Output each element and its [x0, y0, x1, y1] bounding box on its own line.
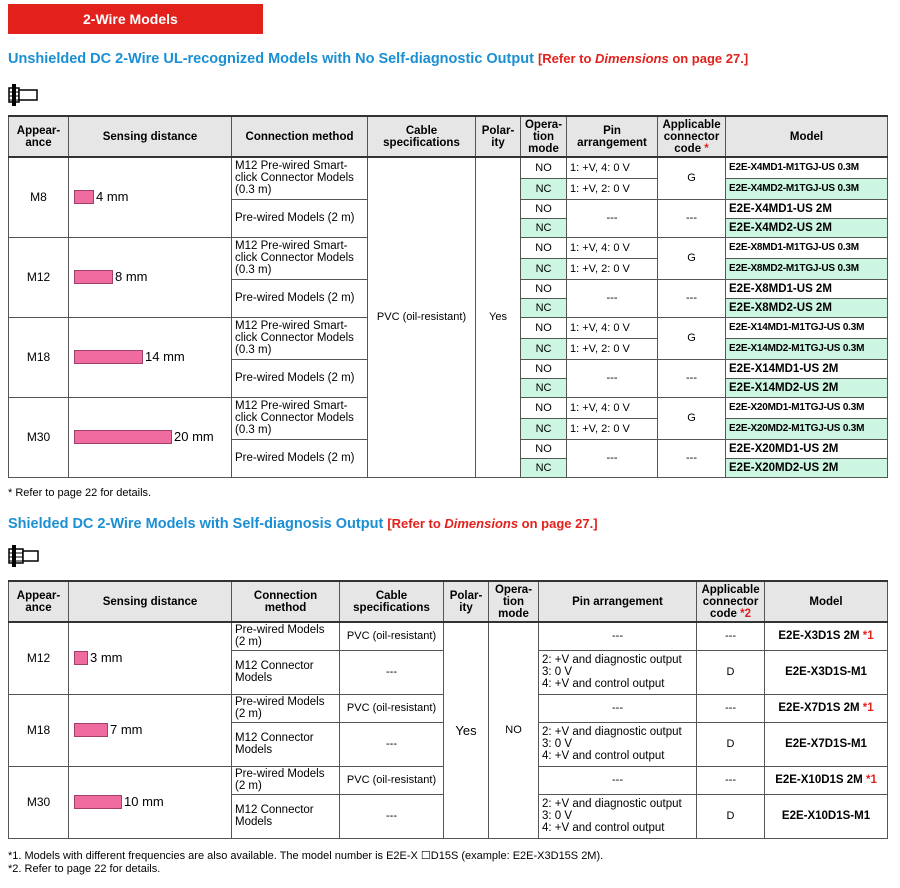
pin-arrangement-m12 [539, 722, 697, 766]
header-pin-arrangement: Pin arrangement [567, 116, 658, 157]
sensing-distance-bar-wrap [72, 794, 228, 810]
pin-arrangement-none: --- [567, 279, 658, 317]
polarity-cell: Yes [476, 157, 521, 477]
cable-spec-pvc: PVC (oil-resistant) [340, 766, 444, 794]
header-connector-code: Applicable connector code *2 [697, 581, 765, 622]
model-number: E2E-X4MD2-M1TGJ-US 0.3M [726, 178, 888, 199]
sensing-distance-value: 10 mm [124, 794, 164, 809]
model-number: E2E-X8MD2-M1TGJ-US 0.3M [726, 258, 888, 279]
pin-arrangement-none: --- [539, 622, 697, 650]
sensing-distance-cell [69, 157, 232, 237]
model-number: E2E-X8MD2-US 2M [726, 298, 888, 317]
connector-code-none: --- [697, 622, 765, 650]
sensing-distance-bar-wrap [72, 189, 228, 205]
header-model: Model [765, 581, 888, 622]
sensing-distance-cell [69, 766, 232, 838]
sensing-distance-bar [74, 270, 113, 284]
model-number: E2E-X20MD1-US 2M [726, 439, 888, 458]
model-number: E2E-X20MD2-M1TGJ-US 0.3M [726, 418, 888, 439]
header-pin-arrangement: Pin arrangement [539, 581, 697, 622]
appearance-cell: M12 [9, 237, 69, 317]
unshielded-sensor-icon [8, 84, 42, 106]
sensing-distance-value: 20 mm [174, 429, 214, 444]
model-number: E2E-X4MD2-US 2M [726, 218, 888, 237]
connector-code-d: D [697, 650, 765, 694]
connector-code-none: --- [658, 439, 726, 477]
pin-arrangement-no: 1: +V, 4: 0 V [567, 397, 658, 418]
header-connector-code: Applicable connector code * [658, 116, 726, 157]
connection-method-smart-click: M12 Pre-wired Smart-click Connector Models (0.3 m) [232, 237, 368, 279]
model-number: E2E-X14MD2-US 2M [726, 378, 888, 397]
model-number: E2E-X8MD1-M1TGJ-US 0.3M [726, 237, 888, 258]
operation-mode-nc: NC [521, 298, 567, 317]
connection-method-prewired: Pre-wired Models (2 m) [232, 766, 340, 794]
header-sensing-distance: Sensing distance [69, 581, 232, 622]
operation-mode-no: NO [521, 439, 567, 458]
operation-mode-nc: NC [521, 178, 567, 199]
operation-mode-nc: NC [521, 258, 567, 279]
section2-title-text: Shielded DC 2-Wire Models with Self-diagnosis Output [8, 516, 384, 532]
footnote-mark: *1 [865, 774, 877, 786]
header-operation-mode: Opera-tion mode [521, 116, 567, 157]
sensing-distance-bar [74, 723, 108, 737]
operation-mode-no: NO [521, 317, 567, 338]
table-row [9, 622, 888, 650]
cable-spec-pvc: PVC (oil-resistant) [340, 694, 444, 722]
operation-mode-no: NO [521, 237, 567, 258]
model-number: E2E-X10D1S-M1 [765, 794, 888, 838]
appearance-cell: M30 [9, 766, 69, 838]
sensing-distance-bar-wrap [72, 650, 228, 666]
section2-footnote-1: *1. Models with different frequencies are also available. The model number is E2E-X ☐D15S (example: E2E-X3D15S 2M). [8, 850, 604, 862]
connector-code-none: --- [697, 694, 765, 722]
operation-mode-cell: NO [489, 622, 539, 838]
operation-mode-nc: NC [521, 218, 567, 237]
section2-footnote-2: *2. Refer to page 22 for details. [8, 863, 161, 875]
pin-line: 3: 0 V [542, 666, 573, 678]
pin-arrangement-m12 [539, 794, 697, 838]
header-sensing-distance: Sensing distance [69, 116, 232, 157]
appearance-cell: M18 [9, 694, 69, 766]
sensing-distance-bar [74, 350, 143, 364]
model-number-text: E2E-X10D1S 2M [775, 774, 863, 786]
header-operation-mode: Opera-tion mode [489, 581, 539, 622]
connector-code-none: --- [658, 199, 726, 237]
pin-arrangement-none: --- [539, 766, 697, 794]
sensing-distance-value: 3 mm [90, 650, 123, 666]
section1-ref[interactable]: [Refer to Dimensions on page 27.] [537, 51, 749, 66]
connection-method-m12: M12 Connector Models [232, 722, 340, 766]
operation-mode-no: NO [521, 359, 567, 378]
pin-arrangement-none: --- [567, 359, 658, 397]
section1-title [8, 51, 748, 67]
connection-method-prewired: Pre-wired Models (2 m) [232, 199, 368, 237]
sensing-distance-cell [69, 397, 232, 477]
model-number: E2E-X20MD2-US 2M [726, 458, 888, 477]
cable-spec-none: --- [340, 722, 444, 766]
pin-line: 4: +V and control output [542, 822, 665, 834]
model-number: E2E-X20MD1-M1TGJ-US 0.3M [726, 397, 888, 418]
connector-code-g: G [658, 237, 726, 279]
connector-code-none: --- [658, 279, 726, 317]
connector-code-g: G [658, 397, 726, 439]
section1-footnote: * Refer to page 22 for details. [8, 487, 152, 499]
pin-arrangement-no: 1: +V, 4: 0 V [567, 157, 658, 178]
model-number: E2E-X3D1S-M1 [765, 650, 888, 694]
appearance-cell: M30 [9, 397, 69, 477]
header-cable-spec: Cable specifications [340, 581, 444, 622]
pin-arrangement-none: --- [567, 439, 658, 477]
sensing-distance-bar-wrap [72, 722, 228, 738]
model-number [765, 694, 888, 722]
model-number: E2E-X4MD1-US 2M [726, 199, 888, 218]
pin-arrangement-m12 [539, 650, 697, 694]
pin-line: 4: +V and control output [542, 750, 665, 762]
pin-arrangement-no: 1: +V, 4: 0 V [567, 317, 658, 338]
header-polarity: Polar-ity [476, 116, 521, 157]
header-appearance: Appear-ance [9, 116, 69, 157]
connector-code-d: D [697, 794, 765, 838]
connection-method-m12: M12 Connector Models [232, 650, 340, 694]
operation-mode-no: NO [521, 157, 567, 178]
polarity-cell: Yes [444, 622, 489, 838]
pin-arrangement-nc: 1: +V, 2: 0 V [567, 258, 658, 279]
section2-ref[interactable]: [Refer to Dimensions on page 27.] [387, 516, 598, 531]
model-number-text: E2E-X7D1S 2M [778, 702, 860, 714]
operation-mode-nc: NC [521, 378, 567, 397]
connection-method-smart-click: M12 Pre-wired Smart-click Connector Models (0.3 m) [232, 397, 368, 439]
pin-arrangement-no: 1: +V, 4: 0 V [567, 237, 658, 258]
cable-spec-pvc: PVC (oil-resistant) [340, 622, 444, 650]
section-banner: 2-Wire Models [8, 4, 263, 34]
header-connection-method: Connection method [232, 581, 340, 622]
sensing-distance-value: 8 mm [115, 269, 148, 284]
model-number [765, 622, 888, 650]
pin-arrangement-none: --- [539, 694, 697, 722]
header-connection-method: Connection method [232, 116, 368, 157]
appearance-cell: M8 [9, 157, 69, 237]
header-cable-spec: Cable specifications [368, 116, 476, 157]
model-number: E2E-X14MD2-M1TGJ-US 0.3M [726, 338, 888, 359]
shielded-models-table [8, 580, 888, 839]
operation-mode-no: NO [521, 199, 567, 218]
operation-mode-nc: NC [521, 418, 567, 439]
connection-method-prewired: Pre-wired Models (2 m) [232, 279, 368, 317]
model-number: E2E-X8MD1-US 2M [726, 279, 888, 298]
pin-line: 2: +V and diagnostic output [542, 726, 682, 738]
pin-line: 3: 0 V [542, 810, 573, 822]
sensing-distance-bar [74, 651, 88, 665]
model-number: E2E-X14MD1-M1TGJ-US 0.3M [726, 317, 888, 338]
connection-method-m12: M12 Connector Models [232, 794, 340, 838]
connector-code-none: --- [697, 766, 765, 794]
pin-line: 3: 0 V [542, 738, 573, 750]
sensing-distance-value: 7 mm [110, 722, 143, 737]
cable-spec-none: --- [340, 794, 444, 838]
cable-spec-cell: PVC (oil-resistant) [368, 157, 476, 477]
pin-arrangement-nc: 1: +V, 2: 0 V [567, 338, 658, 359]
unshielded-models-table [8, 115, 888, 478]
header-appearance: Appear-ance [9, 581, 69, 622]
header-polarity: Polar-ity [444, 581, 489, 622]
operation-mode-no: NO [521, 279, 567, 298]
sensing-distance-bar-wrap [72, 269, 228, 285]
connection-method-prewired: Pre-wired Models (2 m) [232, 622, 340, 650]
footnote-mark: *1 [862, 702, 874, 714]
pin-arrangement-nc: 1: +V, 2: 0 V [567, 178, 658, 199]
sensing-distance-bar [74, 795, 122, 809]
shielded-sensor-icon [8, 545, 42, 567]
connection-method-prewired: Pre-wired Models (2 m) [232, 359, 368, 397]
sensing-distance-bar [74, 190, 94, 204]
model-number: E2E-X14MD1-US 2M [726, 359, 888, 378]
pin-line: 2: +V and diagnostic output [542, 654, 682, 666]
operation-mode-no: NO [521, 397, 567, 418]
sensing-distance-cell [69, 622, 232, 694]
sensing-distance-bar-wrap [72, 429, 228, 445]
pin-line: 2: +V and diagnostic output [542, 798, 682, 810]
appearance-cell: M18 [9, 317, 69, 397]
connector-code-d: D [697, 722, 765, 766]
pin-arrangement-none: --- [567, 199, 658, 237]
connector-code-g: G [658, 317, 726, 359]
cable-spec-none: --- [340, 650, 444, 694]
sensing-distance-bar [74, 430, 172, 444]
sensing-distance-cell [69, 317, 232, 397]
connection-method-prewired: Pre-wired Models (2 m) [232, 439, 368, 477]
table-row [9, 157, 888, 178]
operation-mode-nc: NC [521, 458, 567, 477]
connector-code-none: --- [658, 359, 726, 397]
section1-title-text: Unshielded DC 2-Wire UL-recognized Models with No Self-diagnostic Output [8, 51, 534, 67]
header-model: Model [726, 116, 888, 157]
model-number-text: E2E-X3D1S 2M [778, 630, 860, 643]
sensing-distance-bar-wrap [72, 349, 228, 365]
pin-arrangement-nc: 1: +V, 2: 0 V [567, 418, 658, 439]
model-number: E2E-X7D1S-M1 [765, 722, 888, 766]
footnote-mark: *1 [862, 630, 874, 643]
sensing-distance-cell [69, 694, 232, 766]
connection-method-smart-click: M12 Pre-wired Smart-click Connector Models (0.3 m) [232, 157, 368, 199]
sensing-distance-value: 14 mm [145, 349, 185, 364]
connector-code-g: G [658, 157, 726, 199]
model-number [765, 766, 888, 794]
section2-title [8, 516, 598, 532]
sensing-distance-cell [69, 237, 232, 317]
operation-mode-nc: NC [521, 338, 567, 359]
sensing-distance-value: 4 mm [96, 189, 129, 205]
appearance-cell: M12 [9, 622, 69, 694]
connection-method-prewired: Pre-wired Models (2 m) [232, 694, 340, 722]
pin-line: 4: +V and control output [542, 678, 665, 690]
model-number: E2E-X4MD1-M1TGJ-US 0.3M [726, 157, 888, 178]
connection-method-smart-click: M12 Pre-wired Smart-click Connector Models (0.3 m) [232, 317, 368, 359]
